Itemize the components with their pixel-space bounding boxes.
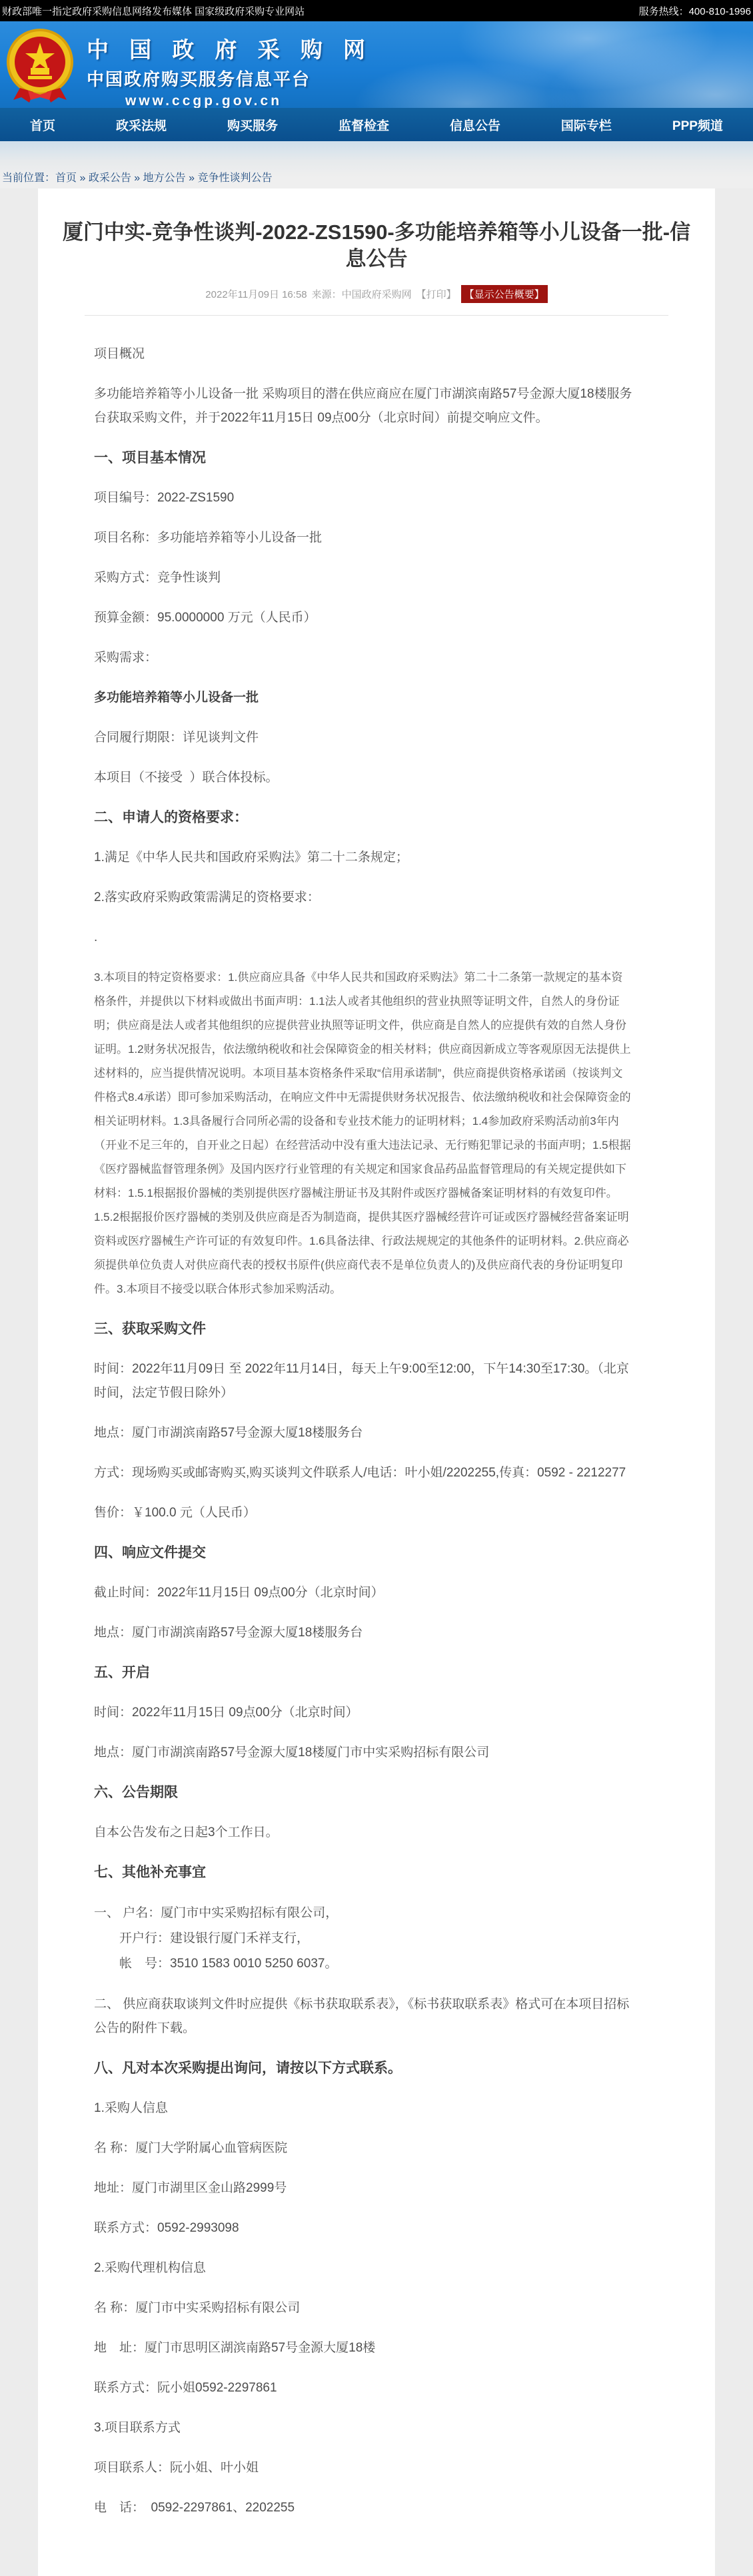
breadcrumb-separator: » (77, 172, 89, 184)
article-paragraph: 采购方式：竞争性谈判 (94, 570, 221, 585)
article-paragraph: 多功能培养箱等小儿设备一批 采购项目的潜在供应商应在厦门市湖滨南路57号金源大厦18楼服务台获取采购文件，并于2022年11月15日 09点00分（北京时间）前提交响应文件。 (94, 386, 632, 425)
breadcrumb-band (0, 141, 753, 188)
site-brand (87, 33, 373, 108)
breadcrumb-item-competitive-negotiation[interactable]: 竞争性谈判公告 (197, 172, 273, 184)
article-paragraph: 本项目（不接受 ）联合体投标。 (94, 770, 279, 785)
breadcrumb (2, 169, 272, 184)
article-paragraph: 项目名称：多功能培养箱等小儿设备一批 (94, 530, 323, 545)
section-heading: 四、响应文件提交 (94, 1544, 206, 1560)
article-paragraph: 名 称：厦门大学附属心血管病医院 (94, 2140, 288, 2155)
site-subtitle: 中国政府购买服务信息平台 (87, 69, 311, 89)
article-paragraph: 1.满足《中华人民共和国政府采购法》第二十二条规定； (94, 850, 408, 864)
article-paragraph: 时间：2022年11月15日 09点00分（北京时间） (94, 1705, 359, 1720)
article-paragraph: 一、 户名：厦门市中实采购招标有限公司， 开户行：建设银行厦门禾祥支行， 帐 号：3510 1583 0010 5250 6037。 (94, 1905, 339, 1971)
section-heading: 五、开启 (94, 1664, 150, 1680)
page-title: 厦门中实-竞争性谈判-2022-ZS1590-多功能培养箱等小儿设备一批-信息公告 (62, 220, 691, 271)
print-button[interactable]: 【打印】 (416, 288, 456, 300)
article-paragraph: 1.采购人信息 (94, 2100, 168, 2115)
top-bar (0, 0, 753, 21)
breadcrumb-prefix: 当前位置： (2, 172, 56, 184)
section-heading: 八、凡对本次采购提出询问，请按以下方式联系。 (94, 2060, 402, 2076)
breadcrumb-item-local-notices[interactable]: 地方公告 (143, 172, 186, 184)
nav-item-announcements[interactable]: 信息公告 (449, 119, 500, 133)
article-body (38, 316, 715, 2520)
section-heading: 一、项目基本情况 (94, 450, 206, 466)
breadcrumb-separator: » (131, 172, 143, 184)
article-paragraph: 自本公告发布之日起3个工作日。 (94, 1825, 279, 1839)
service-hotline: 服务热线：400-810-1996 (638, 5, 751, 17)
article-paragraph: 名 称：厦门市中实采购招标有限公司 (94, 2300, 301, 2315)
main-nav (0, 108, 753, 141)
article-paragraph: 联系方式：阮小姐0592-2297861 (94, 2380, 277, 2395)
nav-item-ppp[interactable]: PPP频道 (672, 119, 723, 133)
article-paragraph: 合同履行期限：详见谈判文件 (94, 730, 259, 745)
article-source: 来源：中国政府采购网 (311, 288, 412, 300)
article-paragraph: 预算金额：95.0000000 万元（人民币） (94, 610, 317, 625)
article-paragraph: 联系方式：0592-2993098 (94, 2220, 239, 2235)
article-paragraph: 2.落实政府采购政策需满足的资格要求： (94, 890, 320, 904)
site-name: 中 国 政 府 采 购 网 (87, 37, 373, 62)
site-banner (0, 21, 753, 108)
section-heading: 七、其他补充事宜 (94, 1864, 206, 1880)
announcement-panel (38, 188, 715, 2576)
article-paragraph: 项目编号：2022-ZS1590 (94, 490, 235, 505)
article-paragraph: 多功能培养箱等小儿设备一批 (94, 690, 259, 705)
article-paragraph: 地 址：厦门市思明区湖滨南路57号金源大厦18楼 (94, 2340, 376, 2355)
article-paragraph: 地点：厦门市湖滨南路57号金源大厦18楼服务台 (94, 1425, 363, 1440)
nav-item-regulations[interactable]: 政采法规 (115, 119, 167, 133)
article-paragraph: 二、 供应商获取谈判文件时应提供《标书获取联系表》，《标书获取联系表》格式可在本项目招标公告的附件下载。 (94, 1997, 630, 2035)
nav-item-purchase-service[interactable]: 购买服务 (227, 119, 278, 133)
article-paragraph: . (94, 930, 98, 944)
publish-datetime: 2022年11月09日 16:58 (205, 288, 307, 300)
top-bar-slogan: 财政部唯一指定政府采购信息网络发布媒体 国家级政府采购专业网站 (2, 5, 305, 17)
article-paragraph: 电 话： 0592-2297861、2202255 (94, 2500, 295, 2515)
nav-item-home[interactable]: 首页 (30, 119, 56, 133)
article-paragraph: 截止时间：2022年11月15日 09点00分（北京时间） (94, 1585, 384, 1600)
breadcrumb-separator: » (185, 172, 198, 184)
article-paragraph: 地址：厦门市湖里区金山路2999号 (94, 2180, 287, 2195)
article-paragraph: 售价：￥100.0 元（人民币） (94, 1505, 256, 1520)
show-summary-button[interactable]: 【显示公告概要】 (461, 285, 548, 303)
article-meta (38, 285, 715, 303)
section-heading: 六、公告期限 (94, 1784, 178, 1800)
article-paragraph: 3.项目联系方式 (94, 2420, 181, 2435)
breadcrumb-item-procurement-notices[interactable]: 政采公告 (88, 172, 131, 184)
article-paragraph: 时间：2022年11月09日 至 2022年11月14日，每天上午9:00至12:00，下午14:30至17:30。（北京时间，法定节假日除外） (94, 1361, 629, 1400)
article-paragraph: 采购需求： (94, 650, 158, 665)
nav-item-international[interactable]: 国际专栏 (560, 119, 612, 133)
article-paragraph: 地点：厦门市湖滨南路57号金源大厦18楼服务台 (94, 1625, 363, 1640)
section-heading: 三、获取采购文件 (94, 1321, 206, 1337)
nav-item-supervision[interactable]: 监督检查 (338, 119, 389, 133)
breadcrumb-links (55, 172, 272, 184)
breadcrumb-item-home[interactable]: 首页 (55, 172, 77, 184)
national-emblem-icon (5, 27, 75, 107)
article-paragraph: 2.采购代理机构信息 (94, 2260, 206, 2275)
article-paragraph: 方式：现场购买或邮寄购买,购买谈判文件联系人/电话：叶小姐/2202255,传真：0592 - 2212277 (94, 1465, 626, 1480)
article-paragraph: 项目概况 (94, 346, 145, 361)
article-paragraph: 地点：厦门市湖滨南路57号金源大厦18楼厦门市中实采购招标有限公司 (94, 1745, 490, 1760)
article-paragraph: 项目联系人：阮小姐、叶小姐 (94, 2460, 259, 2475)
section-heading: 二、申请人的资格要求： (94, 809, 248, 825)
site-url: www.ccgp.gov.cn (125, 93, 283, 108)
article-paragraph: 3.本项目的特定资格要求：1.供应商应具备《中华人民共和国政府采购法》第二十二条第一款规定的基本资格条件，并提供以下材料或做出书面声明：1.1法人或者其他组织的营业执照等证明文件，自然人的身份证明；供应商是法人或者其他组织的应提供营业执照等证明文件，供应商是自然人的应提供有效的自然人身份证明。1.2财务状况报告，依法缴纳税收和社会保障资金的相关材料；供应商因新成立等客观原因无法提供上述材料的，应当提供情况说明。本项目基本资格条件采取“信用承诺制”，供应商提供资格承诺函（按谈判文件格式8.4承诺）即可参加采购活动，在响应文件中无需提供财务状况报告、依法缴纳税收和社会保障资金的相关证明材料。1.3具备履行合同所必需的设备和专业技术能力的证明材料；1.4参加政府采购活动前3年内（开业不足三年的，自开业之日起）在经营活动中没有重大违法记录、无行贿犯罪记录的书面声明；1.5根据《医疗器械监督管理条例》及国内医疗行业管理的有关规定和国家食品药品监督管理局的有关规定提供如下材料：1.5.1根据报价器械的类别提供医疗器械注册证书及其附件或医疗器械备案证明材料的有效复印件。 1.5.2根据报价医疗器械的类别及供应商是否为制造商，提供其医疗器械经营许可证或医疗器械经营备案证明资料或医疗器械生产许可证的有效复印件。1.6具备法律、行政法规规定的其他条件的证明材料。2.供应商必须提供单位负责人对供应商代表的授权书原件(供应商代表不是单位负责人的)及供应商代表的身份证明复印件。3.本项目不接受以联合体形式参加采购活动。 (94, 970, 631, 1295)
